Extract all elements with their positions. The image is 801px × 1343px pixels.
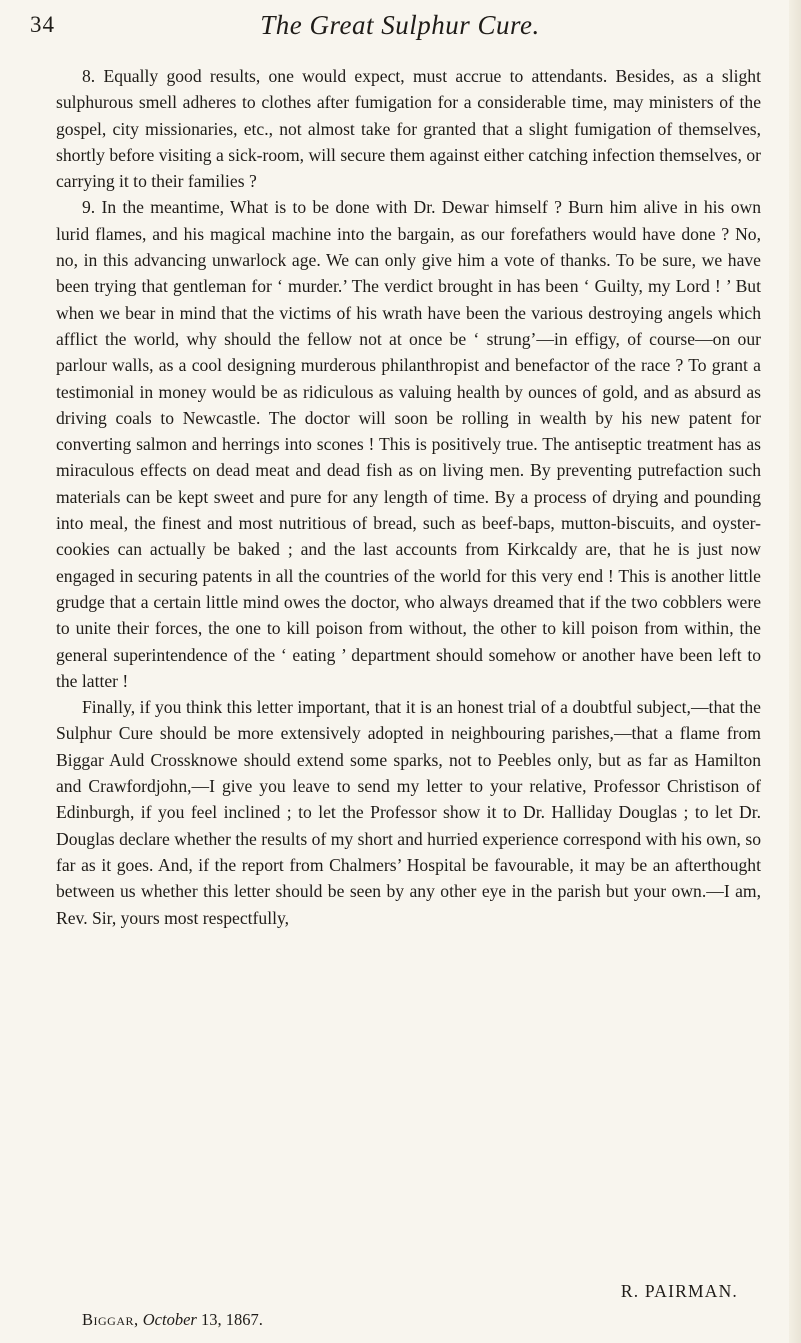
page-title: The Great Sulphur Cure. [260, 10, 540, 40]
dateline-date: 13, 1867. [200, 1310, 263, 1329]
page-edge [789, 0, 801, 1343]
paragraph-finally: Finally, if you think this letter important, that it is an honest trial of a doubtful subject,—that the Sulphur Cure should be more extensively adopted in neighbouring parishes,—that a flame from Biggar Auld Crossknowe should extend some sparks, not to Peebles only, but as far as Hamilton and Crawfordjohn,—I give you leave to send my letter to your relative, Professor Christison of Edinburgh, if you feel inclined ; to let the Professor show it to Dr. Halliday Douglas ; to let Dr. Douglas declare whether the results of my short and hurried experience correspond with his own, so far as it goes. And, if the report from Chalmers’ Hospital be favourable, it may be an afterthought between us whether this letter should be seen by any other eye in the parish but your own.—I am, Rev. Sir, yours most respectfully, [56, 697, 761, 928]
signature: R. PAIRMAN. [620, 1281, 738, 1301]
dateline [82, 1310, 263, 1330]
running-header [30, 10, 770, 50]
paragraph-8: 8. Equally good results, one would expect, must accrue to attendants. Besides, as a slight sulphurous smell adheres to clothes after fumigation for a considerable time, may ministers of the gospel, city missionaries, etc., not almost take for granted that a slight fumigation of themselves, shortly before visiting a sick-room, will secure them against either catching infection themselves, or carrying it to their families ? [56, 66, 761, 192]
page-number: 34 [30, 12, 55, 37]
paragraph-9: 9. In the meantime, What is to be done with Dr. Dewar himself ? Burn him alive in his own lurid flames, and his magical machine into the bargain, as our forefathers would have done ? No, no, in this advancing unwarlock age. We can only give him a vote of thanks. To be sure, we have been trying that gentleman for ‘ murder.’ The verdict brought in has been ‘ Guilty, my Lord ! ’ But when we bear in mind that the victims of his wrath have been the various destroying angels which afflict the world, why should the fellow not at once be ‘ strung’—in effigy, of course—on our parlour walls, as a cool designing murderous philanthropist and benefactor of the race ? To grant a testimonial in money would be as ridiculous as valuing health by ounces of gold, and as absurd as driving coals to Newcastle. The doctor will soon be rolling in wealth by his new patent for converting salmon and herrings into scones ! This is positively true. The antiseptic treatment has as miraculous effects on dead meat and dead fish as on living men. By preventing putrefaction such materials can be kept sweet and pure for any length of time. By a process of drying and pounding into meal, the finest and most nutritious of bread, such as beef-baps, mutton-biscuits, and oyster-cookies can actually be baked ; and the last accounts from Kirkcaldy are, that he is just now engaged in securing patents in all the countries of the world for this very end ! This is another little grudge that a certain little mind owes the doctor, who always dreamed that if the two cobblers were to unite their forces, the one to kill poison from without, the other to kill poison from within, the general superintendence of the ‘ eating ’ department should somehow or another have been left to the latter ! [56, 197, 761, 691]
dateline-place: Biggar, [82, 1310, 139, 1329]
body-text [56, 63, 761, 931]
dateline-month: October [142, 1310, 197, 1329]
